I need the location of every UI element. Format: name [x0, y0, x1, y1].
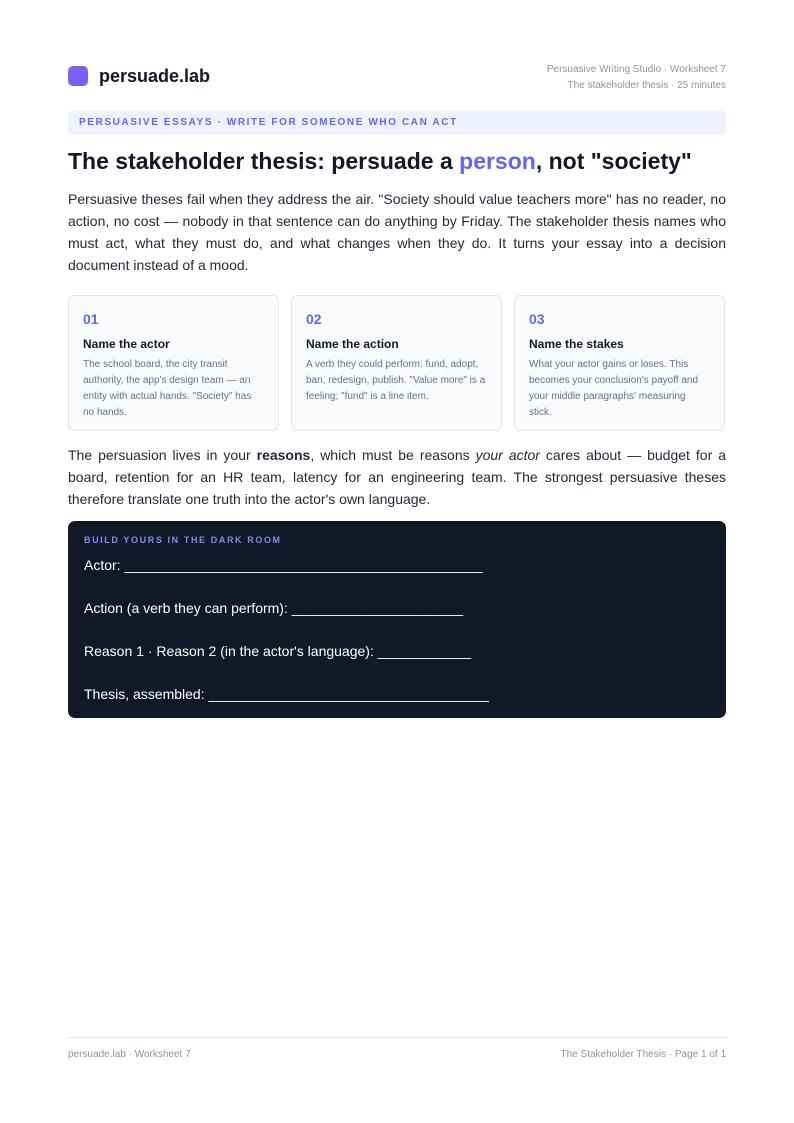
worksheet-meta: [547, 62, 726, 94]
page-header: [68, 60, 726, 96]
actor-fill-line[interactable]: Actor: ______________________________________________: [84, 557, 483, 573]
step-body: The school board, the city transit authority, the app's design team — an entity with actual hands. "Society" has no hands.: [83, 359, 252, 418]
footer-divider: [68, 1037, 726, 1038]
step-title: Name the stakes: [529, 337, 624, 351]
reasons-bold: reasons: [256, 447, 311, 463]
reasons-paragraph: [68, 444, 726, 510]
footer-left: persuade.lab · Worksheet 7: [68, 1049, 191, 1060]
step-body: A verb they could perform: fund, adopt, ban, redesign, publish. "Value more" is a feeling; "fund" is a line item.: [306, 359, 486, 402]
footer-right: The Stakeholder Thesis · Page 1 of 1: [560, 1049, 726, 1060]
eyebrow-text: PERSUASIVE ESSAYS · WRITE FOR SOMEONE WHO CAN ACT: [79, 117, 458, 128]
logo-icon: [68, 66, 88, 86]
step-number: 01: [83, 311, 99, 327]
title-before: The stakeholder thesis: persuade a: [68, 148, 460, 174]
exercise-label: BUILD YOURS IN THE DARK ROOM: [84, 535, 282, 545]
step-body: What your actor gains or loses. This becomes your conclusion's payoff and your middle paragraphs' measuring stick.: [529, 359, 699, 418]
studio-line: Persuasive Writing Studio · Worksheet 7: [546, 64, 726, 75]
action-fill-line[interactable]: Action (a verb they can perform): ______________________: [84, 600, 464, 616]
title-after: , not "society": [535, 148, 692, 174]
reasons-text-3: cares about — budget for a board, retention for an HR team, latency for an engineering team. The strongest persuasive theses therefore translate one truth into the actor's own language.: [68, 447, 727, 507]
step-title: Name the actor: [83, 337, 170, 351]
section-eyebrow: [68, 111, 726, 135]
worksheet-page: [68, 0, 726, 1123]
reasons-text-1: The persuasion lives in your: [68, 447, 257, 463]
brand-name: persuade.lab: [99, 66, 211, 86]
title-accent: person: [459, 148, 536, 174]
step-card-actor: [68, 295, 279, 431]
step-number: 02: [306, 311, 322, 327]
step-card-stakes: [514, 295, 725, 431]
thesis-fill-line[interactable]: Thesis, assembled: ____________________________________: [84, 686, 489, 702]
topic-line: The stakeholder thesis · 25 minutes: [567, 80, 726, 91]
step-card-action: [291, 295, 502, 431]
step-title: Name the action: [306, 337, 399, 351]
step-cards: [68, 295, 726, 431]
page-title: [68, 145, 726, 177]
intro-paragraph: Persuasive theses fail when they address the air. "Society should value teachers more" has no reader, no action, no cost — nobody in that sentence can do anything by Friday. The stakeholder thesis names who must act, what they must do, and what changes when they do. It turns your essay into a decision document instead of a mood.: [68, 191, 726, 273]
step-number: 03: [529, 311, 545, 327]
reasons-italic: your actor: [475, 447, 540, 463]
reasons-text-2: , which must be reasons: [310, 447, 476, 463]
reasons-fill-line[interactable]: Reason 1 · Reason 2 (in the actor's language): ____________: [84, 643, 472, 659]
exercise-box: [68, 521, 726, 718]
